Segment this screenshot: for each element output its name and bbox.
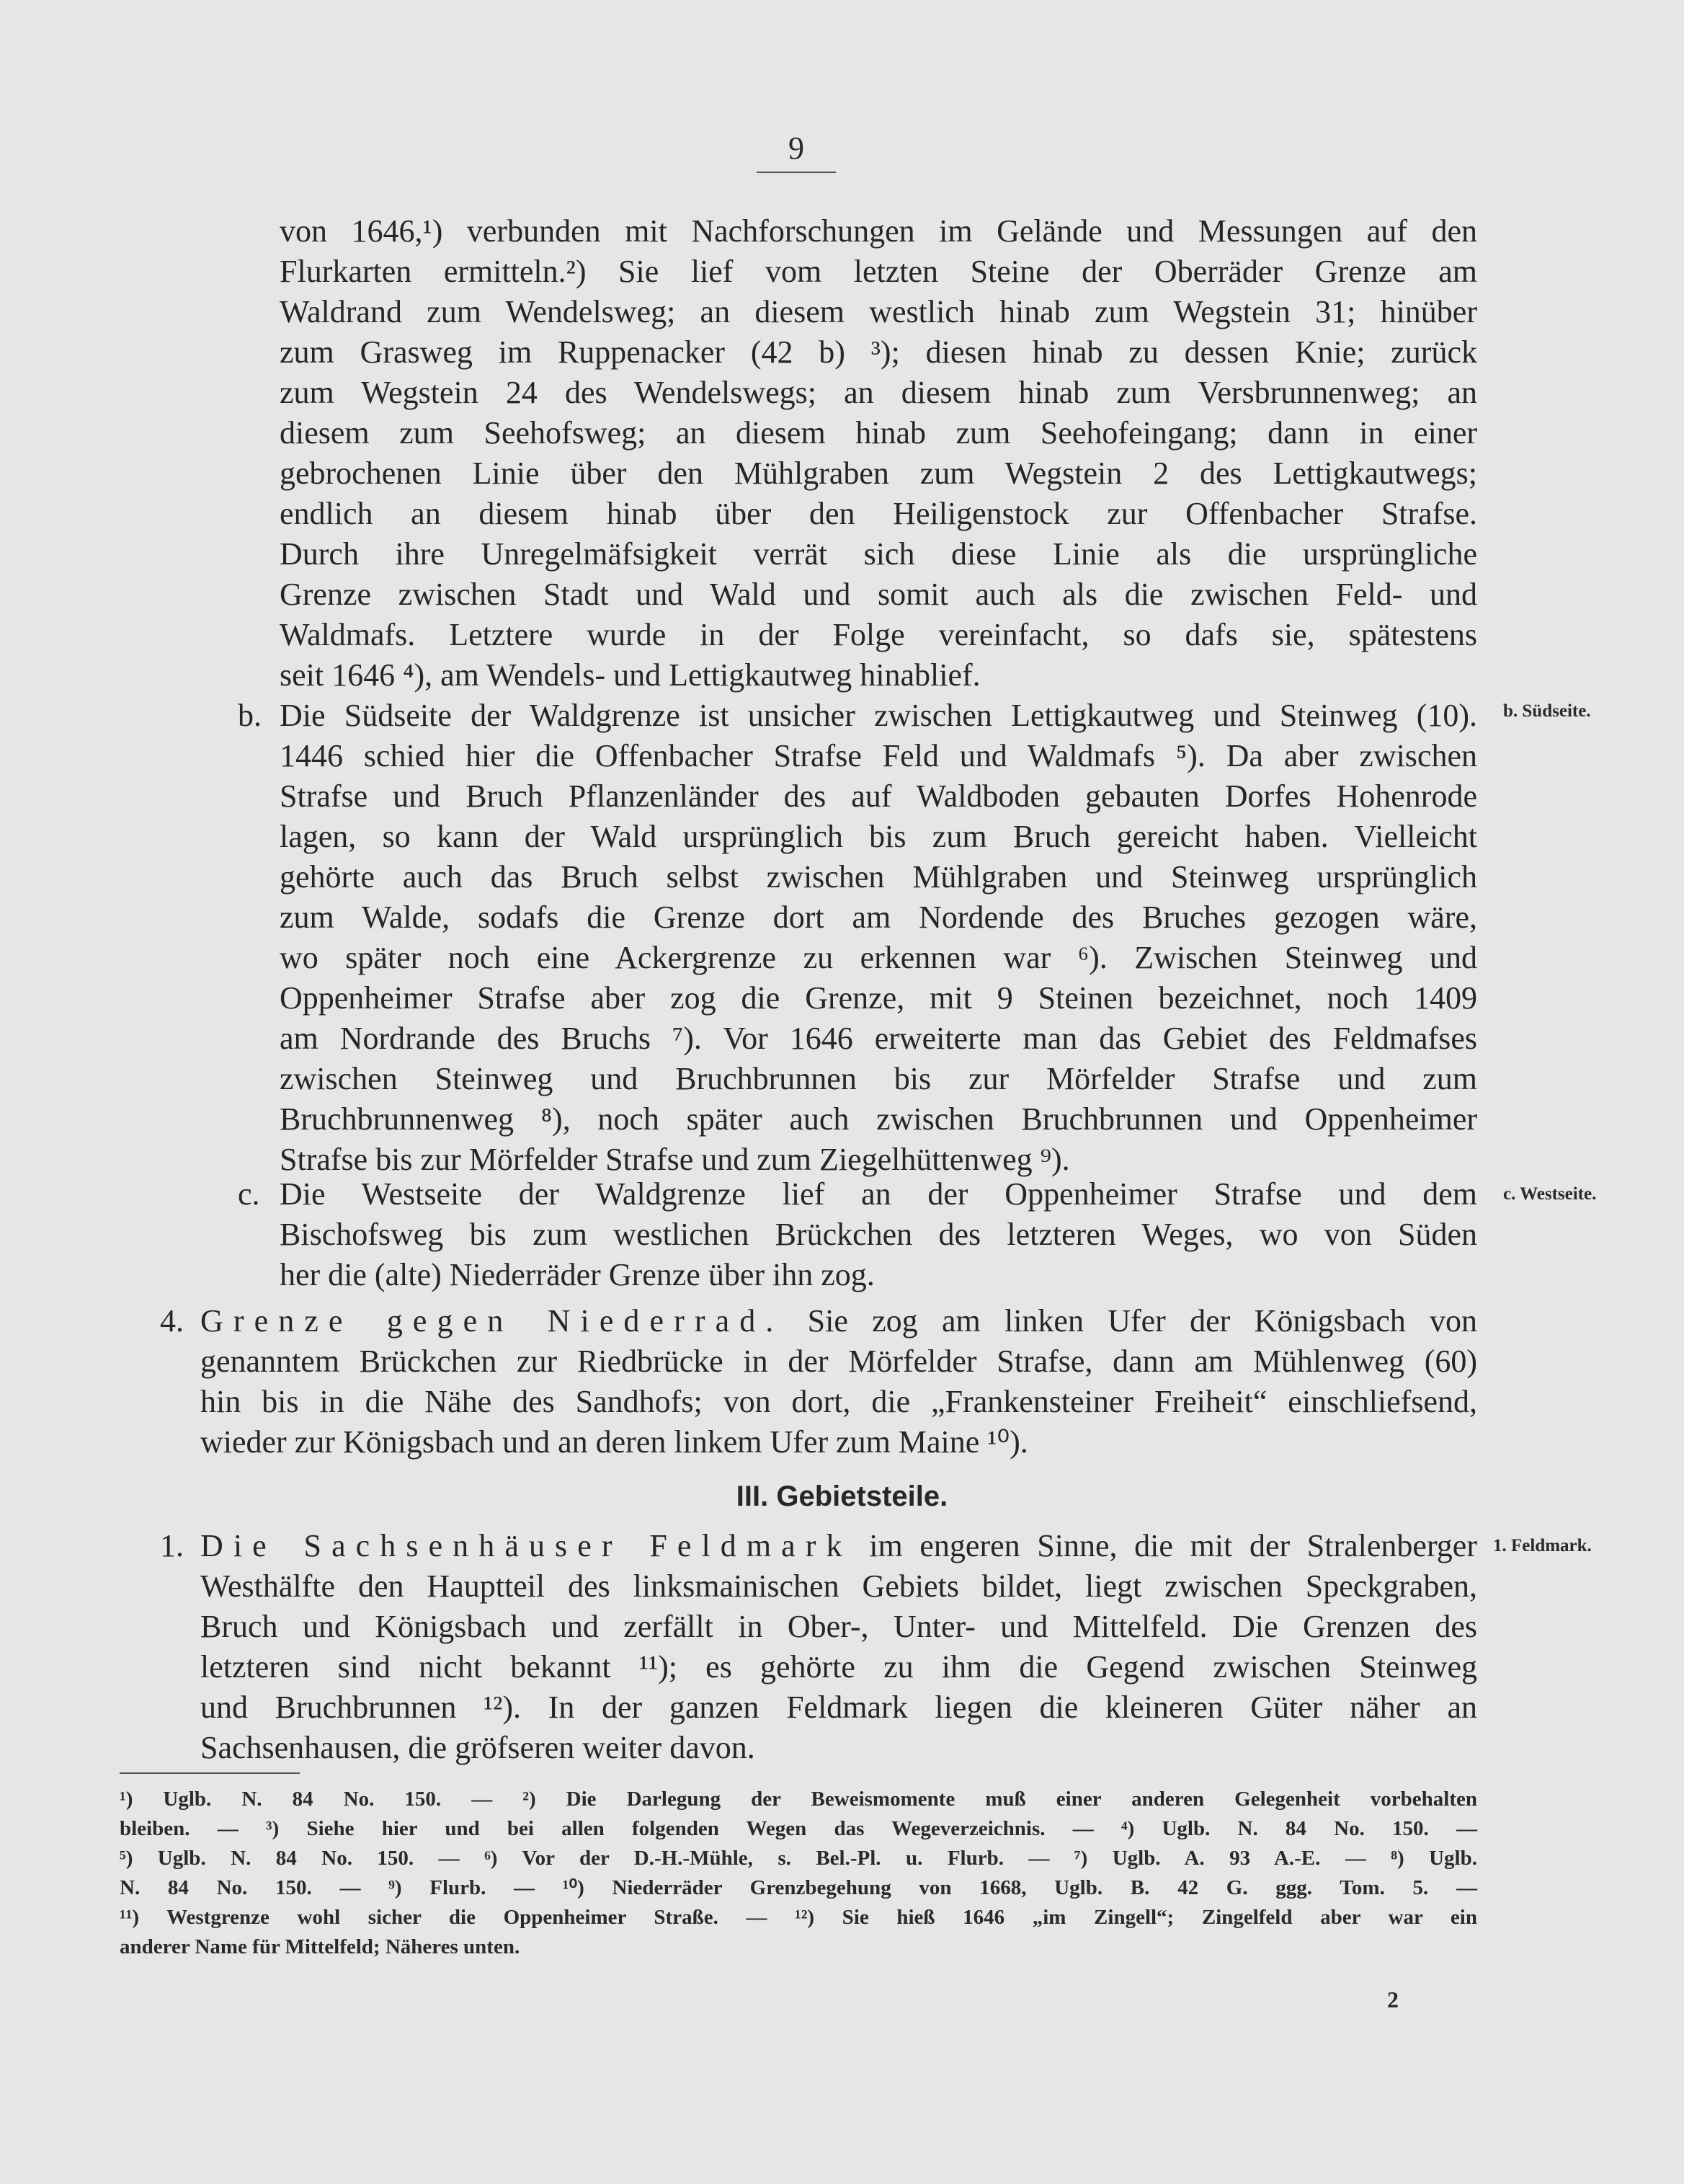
section-1-title: Die Sachsenhäuser Feldmark (200, 1528, 852, 1563)
text-line: und Bruchbrunnen ¹²). In der ganzen Feldmark liegen die kleineren Güter näher an (200, 1690, 1477, 1725)
section-1-first-line (200, 1526, 1477, 1566)
section-1-label: 1. (160, 1528, 184, 1563)
text-line: Waldrand zum Wendelsweg; an diesem westlich hinab zum Wegstein 31; hinüber (280, 294, 1477, 329)
section-1-first-line-rest: im engeren Sinne, die mit der Stralenberger (869, 1528, 1477, 1563)
text-line: endlich an diesem hinab über den Heiligenstock zur Offenbacher Strafse. (280, 496, 1477, 531)
text-line: Grenze zwischen Stadt und Wald und somit auch als die zwischen Feld- und (280, 577, 1477, 612)
text-line: 1446 schied hier die Offenbacher Strafse Feld und Waldmafs ⁵). Da aber zwischen (280, 738, 1477, 773)
text-line: wo später noch eine Ackergrenze zu erkennen war ⁶). Zwischen Steinweg und (280, 940, 1477, 975)
text-line: Durch ihre Unregelmäfsigkeit verrät sich diese Linie als die ursprüngliche (280, 536, 1477, 572)
footnote-rule (120, 1772, 300, 1774)
sheet-signature: 2 (1387, 1987, 1399, 2012)
section-4-label: 4. (160, 1303, 184, 1339)
section-b-label: b. (238, 698, 262, 733)
text-line: gehörte auch das Bruch selbst zwischen Mühlgraben und Steinweg ursprünglich (280, 859, 1477, 895)
text-line: zwischen Steinweg und Bruchbrunnen bis zur Mörfelder Strafse und zum (280, 1061, 1477, 1096)
section-4-first-line (200, 1301, 1477, 1341)
margin-note-westseite: c. Westseite. (1503, 1184, 1597, 1204)
text-line: hin bis in die Nähe des Sandhofs; von dort, die „Frankensteiner Freiheit“ einschliefsend, (200, 1384, 1477, 1419)
text-line: Oppenheimer Strafse aber zog die Grenze, mit 9 Steinen bezeichnet, noch 1409 (280, 980, 1477, 1016)
text-line: zum Grasweg im Ruppenacker (42 b) ³); diesen hinab zu dessen Knie; zurück (280, 334, 1477, 370)
text-line: letzteren sind nicht bekannt ¹¹); es gehörte zu ihm die Gegend zwischen Steinweg (200, 1649, 1477, 1684)
section-heading-gebietsteile: III. Gebietsteile. (736, 1481, 948, 1512)
section-c-label: c. (238, 1176, 260, 1212)
text-line: Bischofsweg bis zum westlichen Brückchen des letzteren Weges, wo von Süden (280, 1217, 1477, 1252)
footnote-line: ¹¹) Westgrenze wohl sicher die Oppenheimer Straße. — ¹²) Sie hieß 1646 „im Zingell“; Zingelfeld aber war ein (120, 1906, 1477, 1929)
footnote-line: N. 84 No. 150. — ⁹) Flurb. — ¹⁰) Niederräder Grenzbegehung von 1668, Uglb. B. 42 G. ggg. Tom. 5. — (120, 1876, 1477, 1899)
text-line: Die Westseite der Waldgrenze lief an der Oppenheimer Strafse und dem (280, 1176, 1477, 1212)
footnote-line: bleiben. — ³) Siehe hier und bei allen folgenden Wegen das Wegeverzeichnis. — ⁴) Uglb. N. 84 No. 150. — (120, 1817, 1477, 1840)
margin-note-suedseite: b. Südseite. (1503, 701, 1591, 721)
page-number-rule (757, 172, 836, 173)
footnote-line: ¹) Uglb. N. 84 No. 150. — ²) Die Darlegung der Beweismomente muß einer anderen Gelegenheit vorbehalten (120, 1788, 1477, 1811)
page-number: 9 (788, 130, 804, 166)
text-line: wieder zur Königsbach und an deren linkem Ufer zum Maine ¹⁰). (200, 1424, 1028, 1460)
text-line: Bruch und Königsbach und zerfällt in Ober-, Unter- und Mittelfeld. Die Grenzen des (200, 1609, 1477, 1644)
text-line: zum Walde, sodafs die Grenze dort am Nordende des Bruches gezogen wäre, (280, 900, 1477, 935)
text-line: Die Südseite der Waldgrenze ist unsicher zwischen Lettigkautweg und Steinweg (10). (280, 698, 1477, 733)
text-line: lagen, so kann der Wald ursprünglich bis zum Bruch gereicht haben. Vielleicht (280, 819, 1477, 854)
text-line: Sachsenhausen, die gröfseren weiter davon. (200, 1730, 755, 1765)
margin-note-feldmark: 1. Feldmark. (1493, 1536, 1592, 1555)
text-line: genanntem Brückchen zur Riedbrücke in der Mörfelder Strafse, dann am Mühlenweg (60) (200, 1344, 1477, 1379)
text-line: Westhälfte den Hauptteil des linksmainischen Gebiets bildet, liegt zwischen Speckgraben, (200, 1568, 1477, 1604)
text-line: Flurkarten ermitteln.²) Sie lief vom letzten Steine der Oberräder Grenze am (280, 254, 1477, 289)
text-line: Strafse und Bruch Pflanzenländer des auf Waldboden gebauten Dorfes Hohenrode (280, 778, 1477, 814)
footnote-line: anderer Name für Mittelfeld; Näheres unten. (120, 1935, 520, 1958)
text-line: her die (alte) Niederräder Grenze über ihn zog. (280, 1257, 875, 1292)
text-line: am Nordrande des Bruchs ⁷). Vor 1646 erweiterte man das Gebiet des Feldmafses (280, 1021, 1477, 1056)
section-4-title: Grenze gegen Niederrad. (200, 1303, 784, 1339)
text-line: Bruchbrunnenweg ⁸), noch später auch zwischen Bruchbrunnen und Oppenheimer (280, 1101, 1477, 1137)
footnote-line: ⁵) Uglb. N. 84 No. 150. — ⁶) Vor der D.-H.-Mühle, s. Bel.-Pl. u. Flurb. — ⁷) Uglb. A. 93 A.-E. — ⁸) Uglb. (120, 1847, 1477, 1870)
text-line: seit 1646 ⁴), am Wendels- und Lettigkautweg hinablief. (280, 657, 981, 693)
text-line: zum Wegstein 24 des Wendelswegs; an diesem hinab zum Versbrunnenweg; an (280, 375, 1477, 410)
text-line: Strafse bis zur Mörfelder Strafse und zum Ziegelhüttenweg ⁹). (280, 1142, 1070, 1177)
text-line: von 1646,¹) verbunden mit Nachforschungen im Gelände und Messungen auf den (280, 213, 1477, 249)
text-line: diesem zum Seehofsweg; an diesem hinab zum Seehofeingang; dann in einer (280, 415, 1477, 450)
text-line: gebrochenen Linie über den Mühlgraben zum Wegstein 2 des Lettigkautwegs; (280, 456, 1477, 491)
text-line: Waldmafs. Letztere wurde in der Folge vereinfacht, so dafs sie, spätestens (280, 617, 1477, 652)
section-4-first-line-rest: Sie zog am linken Ufer der Königsbach von (807, 1303, 1478, 1339)
